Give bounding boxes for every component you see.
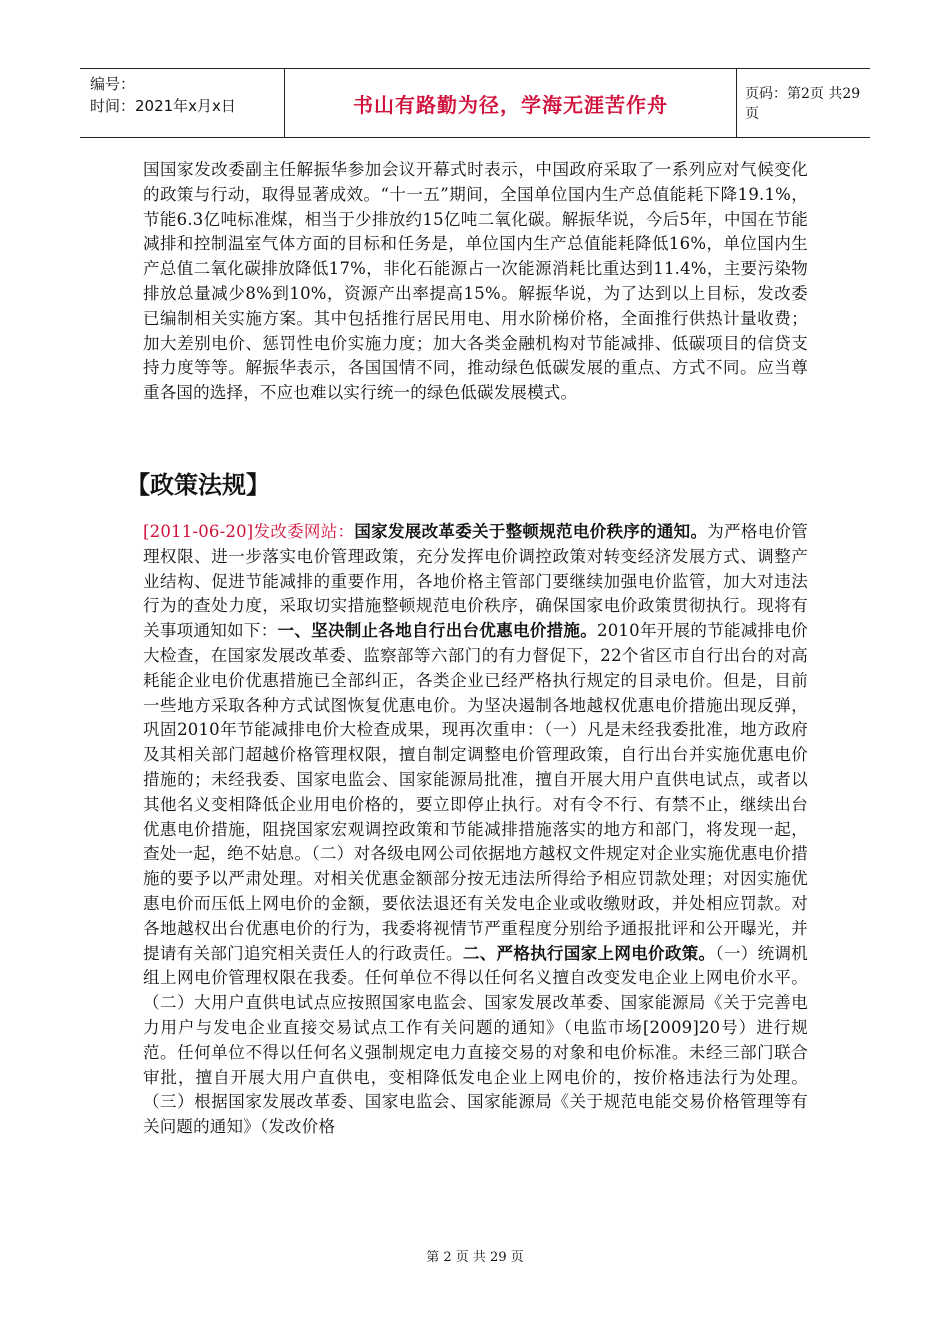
page-header <box>80 68 870 138</box>
article-point-1: 一、坚决制止各地自行出台优惠电价措施。 <box>277 621 598 641</box>
document-number: 编号： <box>90 75 136 93</box>
article-point-2-text: （一）统调机组上网电价管理权限在我委。任何单位不得以任何名义擅自改变发电企业上网电价水平。（二）大用户直供电试点应按照国家电监会、国家发展改革委、国家能源局《关于完善电力用户与发电企业直接交易试点工作有关问题的通知》（电监市场[2009]20号）进行规范。任何单位不得以任何名义强制规定电力直接交易的对象和电价标准。未经三部门联合审批，擅自开展大用户直供电，变相降低发电企业上网电价的，按价格违法行为处理。（三）根据国家发展改革委、国家电监会、国家能源局《关于规范电能交易价格管理等有关问题的通知》（发改价格 <box>143 943 808 1137</box>
header-page-number: 页码：第2页 共29页 <box>745 86 861 122</box>
section-title: 【政策法规】 <box>126 471 270 499</box>
header-meta <box>80 69 285 137</box>
page-footer: 第 2 页 共 29 页 <box>426 1250 524 1265</box>
article-source: [2011-06-20]发改委网站： <box>143 522 355 541</box>
article-point-1-text: 2010年开展的节能减排电价大检查，在国家发展改革委、监察部等六部门的有力督促下，22个省区市自行出台的对高耗能企业电价优惠措施已全部纠正，各类企业已经严格执行规定的目录电价。但是，目前一些地方采取各种方式试图恢复优惠电价。为坚决遏制各地越权优惠电价措施出现反弹，巩固2010年节能减排电价大检查成果，现再次重申：（一）凡是未经我委批准，地方政府及其相关部门超越价格管理权限，擅自制定调整电价管理政策，自行出台并实施优惠电价措施的；未经我委、国家电监会、国家能源局批准，擅自开展大用户直供电试点，或者以其他名义变相降低企业用电价格的，要立即停止执行。对有令不行、有禁不止，继续出台优惠电价措施，阻挠国家宏观调控政策和节能减排措施落实的地方和部门，将发现一起，查处一起，绝不姑息。（二）对各级电网公司依据地方越权文件规定对企业实施优惠电价措施的要予以严肃处理。对相关优惠金额部分按无违法所得给予相应罚款处理；对因实施优惠电价而压低上网电价的金额，要依法退还有关发电企业或收缴财政，并处相应罚款。对各地越权出台优惠电价的行为，我委将视情节严重程度分别给予通报批评和公开曝光，并提请有关部门追究相关责任人的行政责任。 <box>143 621 808 963</box>
policy-article <box>143 520 808 1140</box>
article-headline: 国家发展改革委关于整顿规范电价秩序的通知。 <box>354 522 708 541</box>
article-point-2: 二、严格执行国家上网电价政策。 <box>462 943 716 963</box>
header-motto: 书山有路勤为径，学海无涯苦作舟 <box>285 69 737 137</box>
article-intro-text: 为严格电价管理权限、进一步落实电价管理政策，充分发挥电价调控政策对转变经济发展方式、调整产业结构、促进节能减排的重要作用，各地价格主管部门要继续加强电价监管，加大对违法行为的查处力度，采取切实措施整顿规范电价秩序，确保国家电价政策贯彻执行。现将有关事项通知如下： <box>143 522 809 641</box>
intro-paragraph: 国国家发改委副主任解振华参加会议开幕式时表示，中国政府采取了一系列应对气候变化的政策与行动，取得显著成效。“十一五”期间，全国单位国内生产总值能耗下降19.1%，节能6.3亿吨标准煤，相当于少排放约15亿吨二氧化碳。解振华说，今后5年，中国在节能减排和控制温室气体方面的目标和任务是，单位国内生产总值能耗降低16%，单位国内生产总值二氧化碳排放降低17%，非化石能源占一次能源消耗比重达到11.4%，主要污染物排放总量减少8%到10%，资源产出率提高15%。解振华说，为了达到以上目标，发改委已编制相关实施方案。其中包括推行居民用电、用水阶梯价格，全面推行供热计量收费；加大差别电价、惩罚性电价实施力度；加大各类金融机构对节能减排、低碳项目的信贷支持力度等等。解振华表示，各国国情不同，推动绿色低碳发展的重点、方式不同。应当尊重各国的选择，不应也难以实行统一的绿色低碳发展模式。 <box>143 160 808 403</box>
document-date: 时间：2021年x月x日 <box>90 97 236 115</box>
